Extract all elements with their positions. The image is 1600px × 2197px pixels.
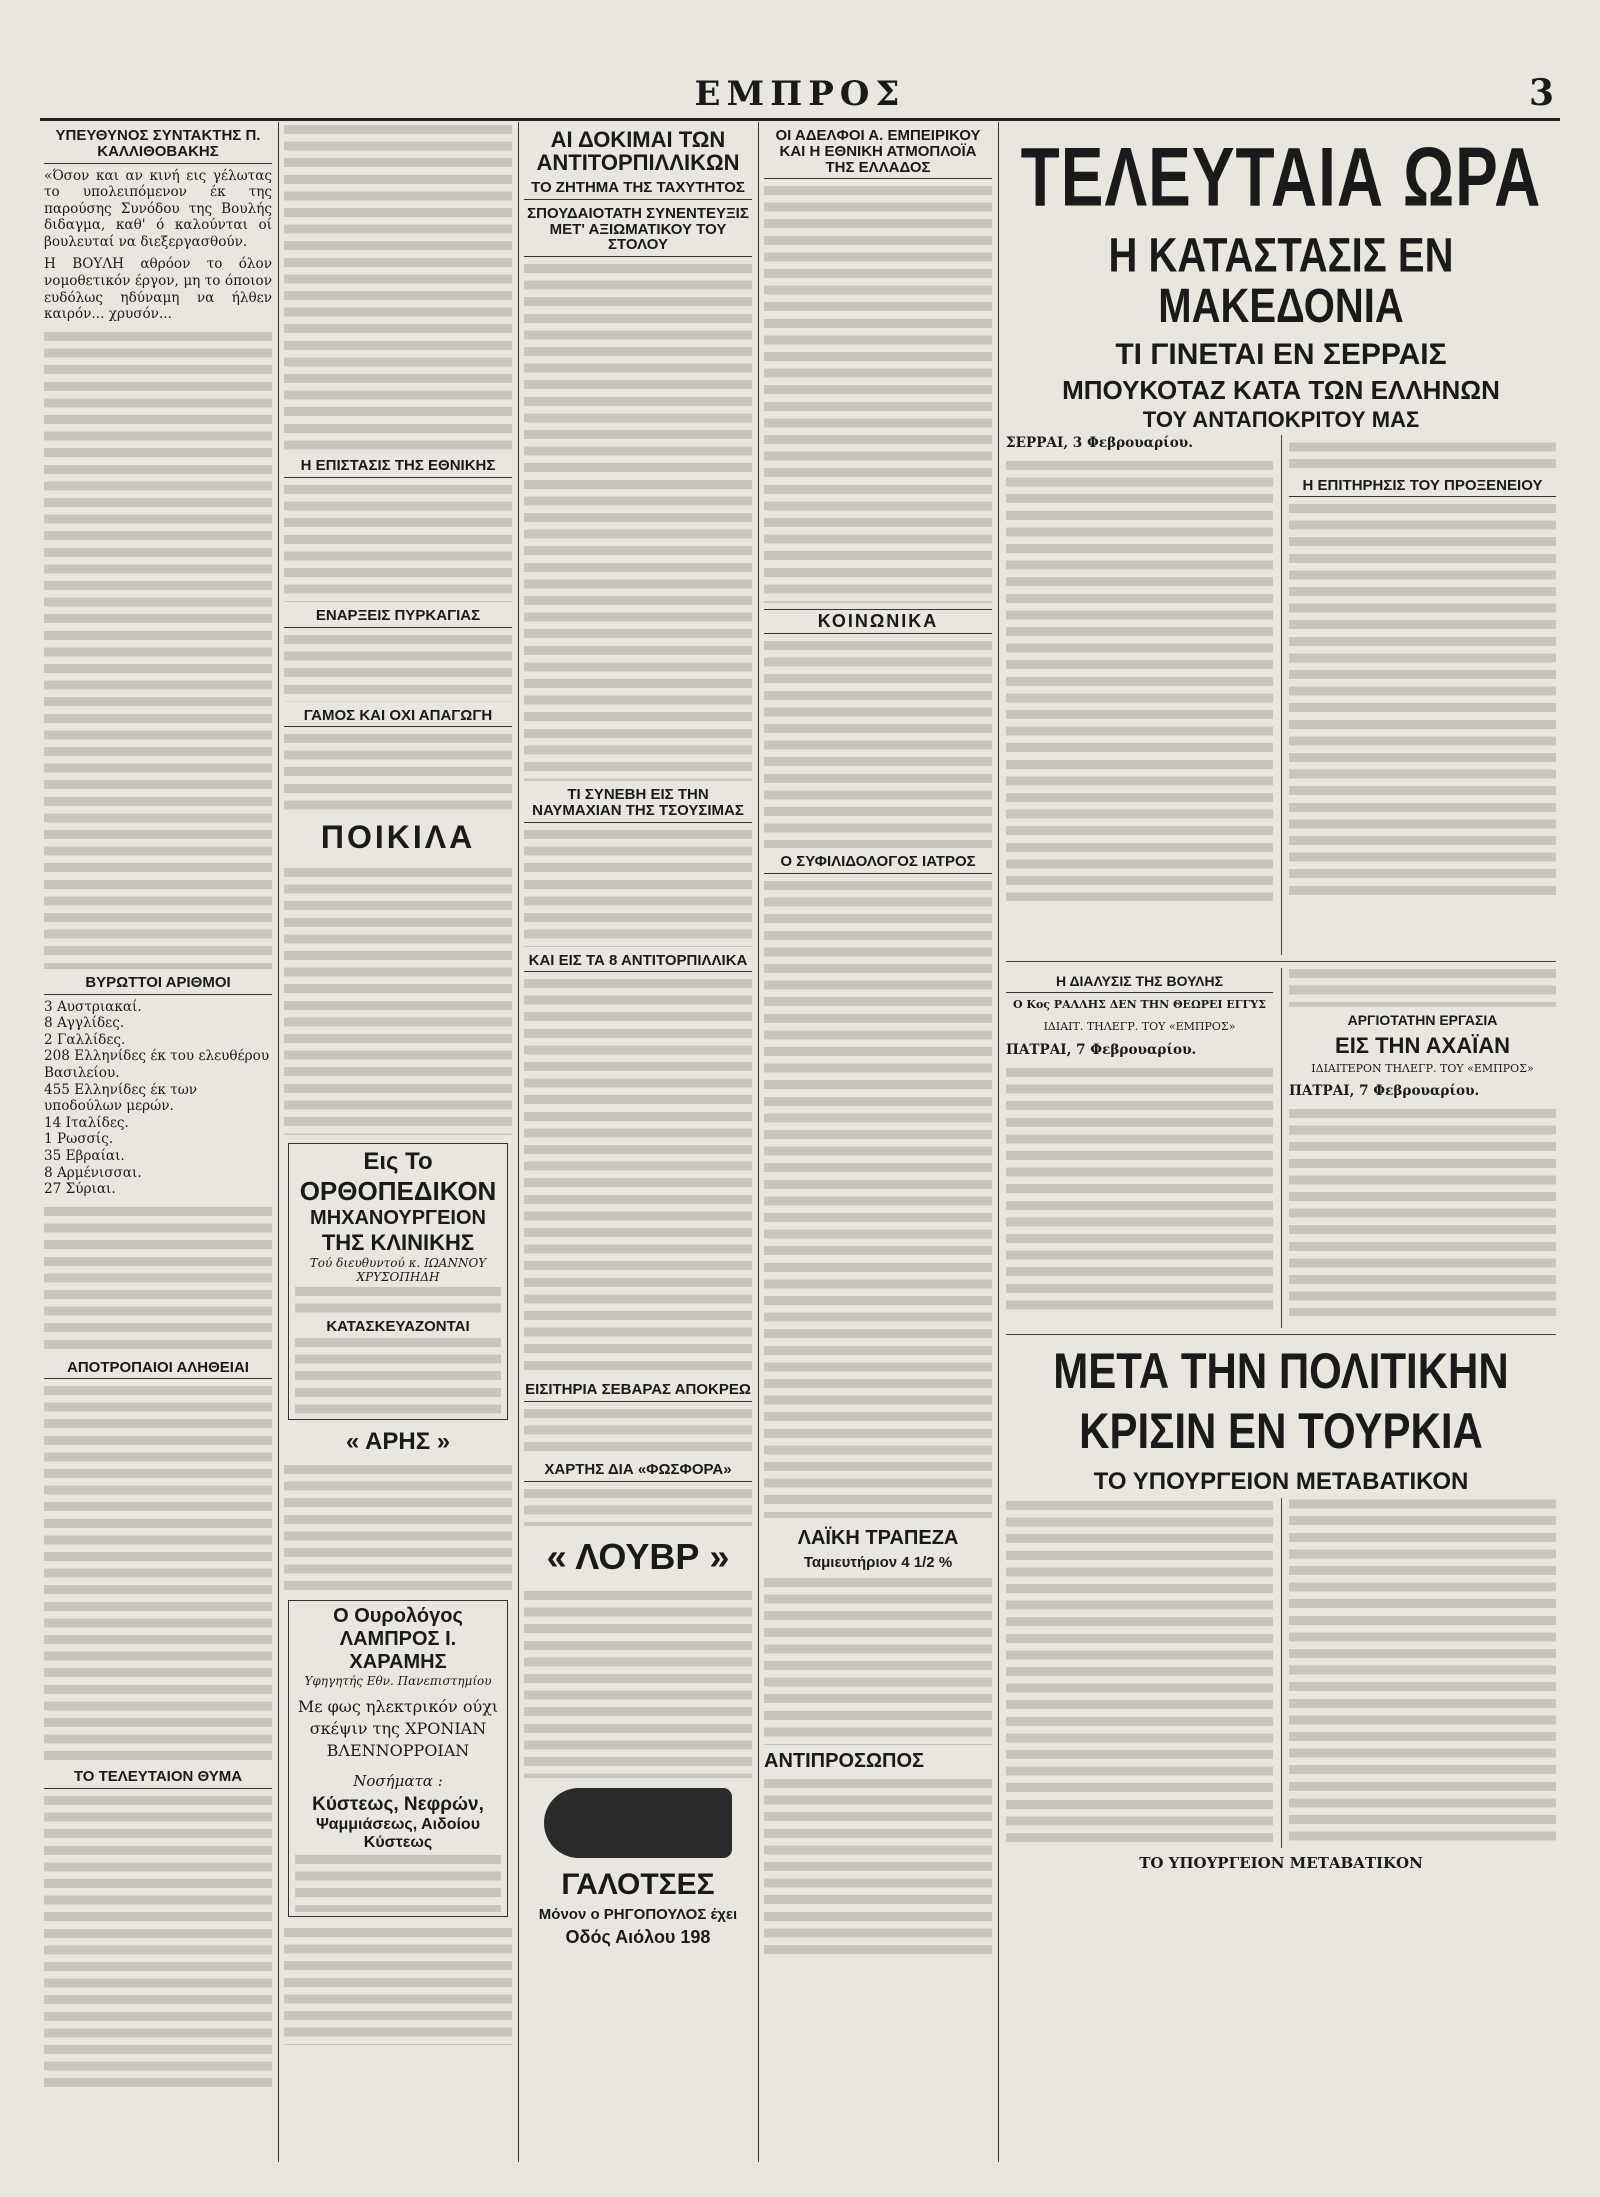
article-paragraph: Η ΒΟΥΛΗ αθρόον το όλον νομοθετικόν έργον, μη το όποιον ευδόλως ηδύναμη να ήλθεν καιρόν... χρυσόν... [44,256,272,323]
article-body-filler [764,878,992,1518]
serres-headline: ΤΙ ΓΙΝΕΤΑΙ ΕΝ ΣΕΡΡΑΙΣ [1115,338,1447,372]
ares-heading: « ΑΡΗΣ » [345,1427,451,1455]
after-politics-headline: ΜΕΤΑ ΤΗΝ ΠΟΛΙΤΙΚΗΝ [1053,1342,1509,1399]
poikila-heading: ΠΟΙΚΙΛΑ [320,819,476,856]
headline: ΑΙ ΔΟΚΙΜΑΙ ΤΩΝ ΑΝΤΙΤΟΡΠΙΛΛΙΚΩΝ [536,127,740,176]
list-item: 8 Αρμένισσαι. [44,1164,142,1181]
article-body-filler [44,1793,272,2093]
ad-line: Με φως ηλεκτρικόν ούχι σκέψιν της ΧΡΟΝΙΑΝ ΒΛΕΝΝΟΡΡΟΙΑΝ [297,1696,499,1760]
article-body-filler [524,261,752,781]
page-number: 3 [1528,72,1554,114]
article-body-filler [1289,501,1556,901]
turkey-crisis-headline: ΚΡΙΣΙΝ ΕΝ ΤΟΥΡΚΙΑ [1079,1402,1483,1459]
orthopedic-advertisement [288,1143,508,1420]
galoshes-address: Οδός Αιόλου 198 [565,1926,711,1947]
article-body-filler [764,183,992,603]
subheading: Ο Κος ΡΑΛΛΗΣ ΔΕΝ ΤΗΝ ΘΕΩΡΕΙ ΕΓΓΥΣ [1013,997,1266,1011]
wires-article [1006,968,1556,1328]
ad-line: Ψαμμιάσεως, Αιδοίου Κύστεως [315,1815,481,1851]
galoshes-illustration [544,1788,732,1858]
urologist-advertisement [288,1600,508,1917]
subheadline: ΤΟ ΖΗΤΗΜΑ ΤΗΣ ΤΑΧΥΤΗΤΟΣ [524,180,752,200]
ad-line: Τού διευθυντού κ. ΙΩΑΝΝΟΥ ΧΡΥΣΟΠΗΔΗ [309,1255,487,1284]
louvre-heading: « ΛΟΥΒΡ » [546,1535,730,1577]
article-body-filler [44,329,272,969]
article-body-filler [524,1486,752,1526]
article-body-filler [284,632,512,702]
section-heading: Η ΔΙΑΛΥΣΙΣ ΤΗΣ ΒΟΥΛΗΣ [1006,974,1273,993]
section-heading: Η ΕΠΙΤΗΡΗΣΙΣ ΤΟΥ ΠΡΟΞΕΝΕΙΟΥ [1289,478,1556,498]
wire-label: ΙΔΙΑΙΤΕΡΟΝ ΤΗΛΕΓΡ. ΤΟΥ «ΕΜΠΡΟΣ» [1311,1061,1534,1075]
article-body-filler [1006,1498,1556,1848]
last-hour-headline: ΤΕΛΕΥΤΑΙΑ ΩΡΑ [1020,130,1542,224]
ad-line: Εις Το [363,1147,433,1175]
column-4 [764,122,992,2162]
correspondent-headline: ΤΟΥ ΑΝΤΑΠΟΚΡΙΤΟΥ ΜΑΣ [1142,406,1420,432]
section-heading: ΕΙΣΙΤΗΡΙΑ ΣΕΒΑΡΑΣ ΑΠΟΚΡΕΩ [524,1382,752,1402]
subheadline: ΣΠΟΥΔΑΙΟΤΑΤΗ ΣΥΝΕΝΤΕΥΞΙΣ ΜΕΤ' ΑΞΙΩΜΑΤΙΚΟΥ ΤΟΥ ΣΤΟΛΟΥ [524,206,752,257]
article-body-filler [284,1462,512,1592]
article-body-filler [524,1406,752,1456]
list-item: 27 Σύριαι. [44,1181,116,1198]
section-heading: ΕΝΑΡΞΕΙΣ ΠΥΡΚΑΓΙΑΣ [284,608,512,628]
article-body-filler [524,827,752,947]
article-body-filler [524,1588,752,1778]
list-item: 455 Ελληνίδες έκ των υποδούλων μερών. [44,1081,198,1115]
list-item: 1 Ρωσσίς. [44,1131,114,1148]
dateline: ΣΕΡΡΑΙ, 3 Φεβρουαρίου. [1006,435,1193,452]
boycott-headline: ΜΠΟΥΚΟΤΑΖ ΚΑΤΑ ΤΩΝ ΕΛΛΗΝΩΝ [1062,374,1500,405]
section-heading: ΒΥΡΩΤΤΟΙ ΑΡΙΘΜΟΙ [44,975,272,995]
article-intro: «Όσον και αν κινή εις γέλωτας το υπολειπόμενον έκ της παρούσης Συνόδου της Βουλής διδαγμα, καθ' ό καλούνται οί βουλευταί να διεξεργασθούν. [44,167,272,250]
column-divider [518,122,519,2162]
article-body-filler [284,1925,512,2045]
section-heading: ΧΑΡΤΗΣ ΔΙΑ «ΦΩΣΦΟΡΑ» [524,1462,752,1482]
masthead [40,70,1560,122]
section-heading: ΚΟΙΝΩΝΙΚΑ [764,609,992,634]
section-heading: ΑΡΓΙΟΤΑΤΗΝ ΕΡΓΑΣΙΑ [1347,1011,1498,1028]
article-body-filler [284,731,512,811]
subheading: ΕΙΣ ΤΗΝ ΑΧΑΪΑΝ [1335,1032,1510,1058]
section-divider [1006,1334,1556,1335]
headline: ΟΙ ΑΔΕΛΦΟΙ Α. ΕΜΠΕΙΡΙΚΟΥ ΚΑΙ Η ΕΘΝΙΚΗ ΑΤΜΟΠΛΟΪΑ ΤΗΣ ΕΛΛΑΔΟΣ [764,128,992,179]
ad-line: ΤΗΣ ΚΛΙΝΙΚΗΣ [321,1229,475,1255]
article-body-filler [44,1383,272,1763]
masthead-rule [40,118,1560,121]
bank-heading: ΛΑΪΚΗ ΤΡΑΠΕΖΑ [797,1526,959,1549]
article-body-filler [524,976,752,1376]
wire-label: ΙΔΙΑΙΤ. ΤΗΛΕΓΡ. ΤΟΥ «ΕΜΠΡΟΣ» [1043,1020,1236,1034]
list-item: 208 Ελληνίδες έκ του ελευθέρου Βασιλείου. [44,1048,270,1081]
article-body-filler [764,1776,992,1956]
ad-line: Κύστεως, Νεφρών, [312,1793,484,1815]
section-heading: ΚΑΙ ΕΙΣ ΤΑ 8 ΑΝΤΙΤΟΡΠΙΛΛΙΚΑ [524,953,752,973]
section-heading: Ο ΣΥΦΙΛΙΔΟΛΟΓΟΣ ΙΑΤΡΟΣ [764,854,992,874]
bank-subheading: Ταμιευτήριον 4 1/2 % [803,1553,953,1571]
article-body-filler [44,1204,272,1354]
list-item: 2 Γαλλίδες. [44,1031,126,1048]
column-5 [1006,122,1556,2162]
turkey-article [1006,1498,1556,1848]
section-heading: ΓΑΜΟΣ ΚΑΙ ΟΧΙ ΑΠΑΓΩΓΗ [284,708,512,728]
macedonia-article [1006,435,1556,955]
dateline: ΠΑΤΡΑΙ, 7 Φεβρουαρίου. [1006,1041,1197,1058]
ad-line: ΟΡΘΟΠΕΔΙΚΟΝ [299,1175,497,1206]
representative-heading: ΑΝΤΙΠΡΟΣΩΠΟΣ [764,1749,925,1772]
article-body-filler [764,638,992,848]
section-divider [1006,961,1556,962]
list-item: 35 Εβραίαι. [44,1147,125,1164]
column-1 [44,122,272,2162]
column-divider [998,122,999,2162]
dateline: ΠΑΤΡΑΙ, 7 Φεβρουαρίου. [1289,1083,1480,1100]
galoshes-subline: Μόνον ο ΡΗΓΟΠΟΥΛΟΣ έχει [538,1905,738,1923]
ad-line: Νοσήματα : [353,1771,443,1790]
ad-line: Ο Ουρολόγος [333,1604,463,1627]
list-item: 8 Αγγλίδες. [44,1015,125,1032]
list-item: 14 Ιταλίδες. [44,1114,129,1131]
newspaper-title: ΕΜΠΡΟΣ [694,74,906,114]
article-body-filler [284,122,512,452]
column-divider [278,122,279,2162]
list-item: 3 Αυστριακαί. [44,998,142,1015]
column-2 [284,122,512,2162]
section-heading: ΤΙ ΣΥΝΕΒΗ ΕΙΣ ΤΗΝ ΝΑΥΜΑΧΙΑΝ ΤΗΣ ΤΣΟΥΣΙΜΑΣ [524,787,752,823]
section-heading: ΤΟ ΤΕΛΕΥΤΑΙΟΝ ΘΥΜΑ [44,1769,272,1789]
byline-headline: ΥΠΕΥΘΥΝΟΣ ΣΥΝΤΑΚΤΗΣ Π. ΚΑΛΛΙΘΟΒΑΚΗΣ [44,128,272,164]
article-body-filler [764,1575,992,1745]
column-3 [524,122,752,2162]
article-body-filler [284,482,512,602]
ad-line: ΛΑΜΠΡΟΣ Ι. ΧΑΡΑΜΗΣ [339,1627,457,1673]
column-divider [758,122,759,2162]
ad-body-filler [295,1284,501,1318]
ad-line: Υφηγητής Εθν. Πανεπιστημίου [304,1673,492,1688]
ad-line: ΜΗΧΑΝΟΥΡΓΕΙΟΝ [310,1206,486,1229]
galoshes-heading: ΓΑΛΟΤΣΕΣ [561,1867,715,1901]
section-heading: ΑΠΟΤΡΟΠΑΙΟΙ ΑΛΗΘΕΙΑΙ [44,1360,272,1380]
article-body-filler [1289,1106,1556,1316]
ministry-headline: ΤΟ ΥΠΟΥΡΓΕΙΟΝ ΜΕΤΑΒΑΤΙΚΟΝ [1093,1468,1469,1496]
ad-line: ΚΑΤΑΣΚΕΥΑΖΟΝΤΑΙ [326,1317,470,1335]
ministry-footer: ΤΟ ΥΠΟΥΡΓΕΙΟΝ ΜΕΤΑΒΑΤΙΚΟΝ [1139,1854,1423,1873]
article-body-filler [284,865,512,1135]
section-heading: Η ΕΠΙΣΤΑΣΙΣ ΤΗΣ ΕΘΝΙΚΗΣ [284,458,512,478]
ad-body-filler [295,1852,501,1912]
statistics-list [44,999,272,1198]
macedonia-headline: Η ΚΑΤΑΣΤΑΣΙΣ ΕΝ ΜΑΚΕΔΟΝΙΑ [1108,229,1454,333]
ad-body-filler [295,1335,501,1415]
